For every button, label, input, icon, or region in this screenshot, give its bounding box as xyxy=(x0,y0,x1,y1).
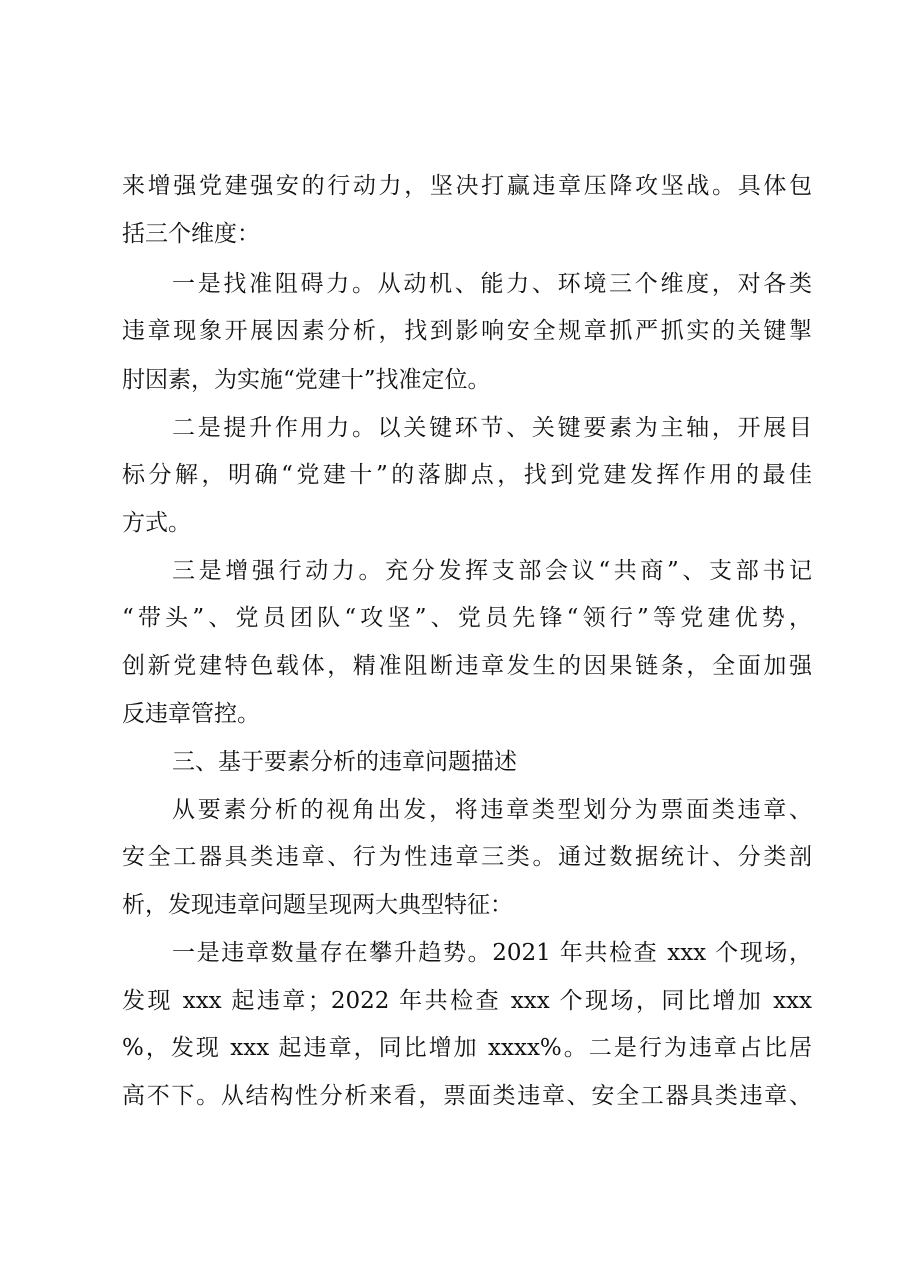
text-line-5: 肘因素，为实施“党建十”找准定位。 xyxy=(122,367,491,393)
text-line-19: %，发现 xxx 起违章，同比增加 xxxx%。二是行为违章占比居 xyxy=(122,1035,812,1061)
text-line-16: 析，发现违章问题呈现两大典型特征： xyxy=(122,892,513,918)
text-line-4: 违章现象开展因素分析，找到影响安全规章抓严抓实的关键掣 xyxy=(122,318,812,344)
text-line-2: 括三个维度： xyxy=(122,221,260,247)
section-heading: 三、基于要素分析的违章问题描述 xyxy=(172,749,517,775)
text-line-11: 创新党建特色载体，精准阻断违章发生的因果链条，全面加强 xyxy=(122,653,812,679)
text-line-12: 反违章管控。 xyxy=(122,701,260,727)
text-line-15: 安全工器具类违章、行为性违章三类。通过数据统计、分类剖 xyxy=(122,844,812,870)
text-line-9: 三是增强行动力。充分发挥支部会议“共商”、支部书记 xyxy=(172,558,812,584)
text-line-14: 从要素分析的视角出发，将违章类型划分为票面类违章、 xyxy=(172,797,812,823)
text-line-1: 来增强党建强安的行动力，坚决打赢违章压降攻坚战。具体包 xyxy=(122,173,812,199)
text-line-17: 一是违章数量存在攀升趋势。2021 年共检查 xxx 个现场， xyxy=(172,940,812,966)
text-line-8: 方式。 xyxy=(122,510,191,536)
text-line-6: 二是提升作用力。以关键环节、关键要素为主轴，开展目 xyxy=(172,415,812,441)
text-line-10: “带头”、党员团队“攻坚”、党员先锋“领行”等党建优势， xyxy=(122,605,812,631)
text-line-3: 一是找准阻碍力。从动机、能力、环境三个维度，对各类 xyxy=(172,271,812,297)
text-line-7: 标分解，明确“党建十”的落脚点，找到党建发挥作用的最佳 xyxy=(122,462,812,488)
text-line-20: 高不下。从结构性分析来看，票面类违章、安全工器具类违章、 xyxy=(122,1083,812,1109)
text-line-18: 发现 xxx 起违章；2022 年共检查 xxx 个现场，同比增加 xxx xyxy=(122,988,812,1014)
